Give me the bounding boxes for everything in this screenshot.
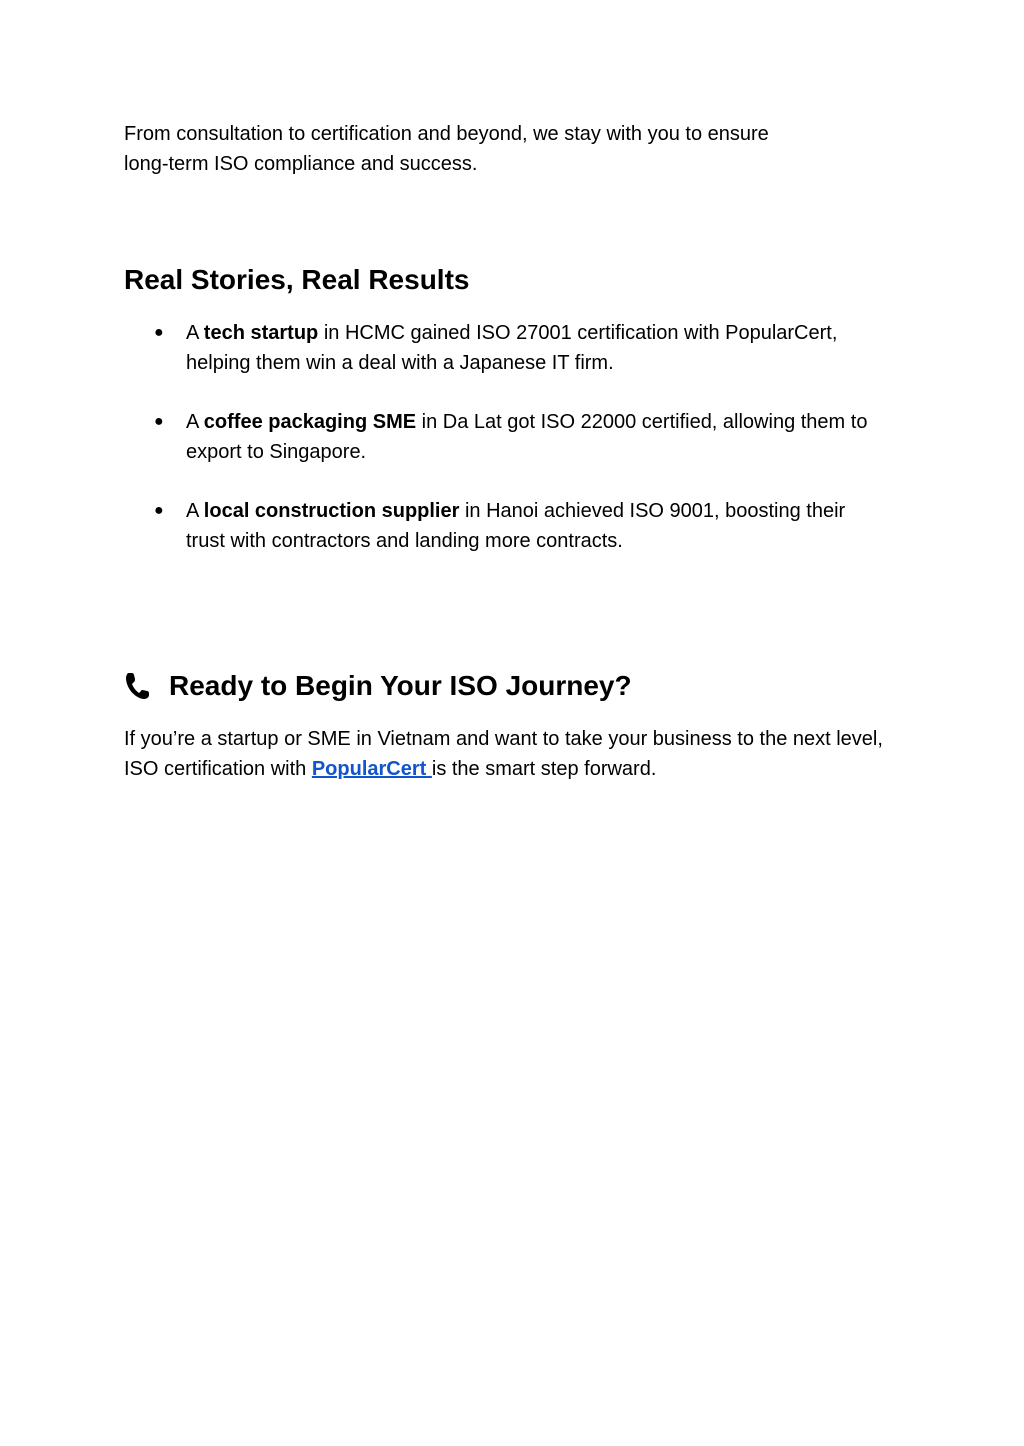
stories-list	[124, 318, 884, 585]
story-subject: local construction supplier	[203, 500, 460, 522]
story-subject: coffee packaging SME	[203, 411, 417, 433]
story-prefix: A	[186, 322, 204, 344]
list-item	[124, 318, 884, 378]
bullet-icon: ●	[154, 413, 164, 430]
cta-heading-row	[124, 669, 632, 703]
bullet-icon: ●	[154, 324, 164, 341]
cta-paragraph	[124, 724, 884, 784]
story-text: in Da Lat got ISO 22000 certified, allowing them to export to Singapore.	[186, 411, 868, 463]
stories-heading: Real Stories, Real Results	[124, 264, 470, 295]
story-text: in HCMC gained ISO 27001 certification with PopularCert, helping them win a deal with a Japanese IT firm.	[186, 322, 838, 374]
cta-heading: Ready to Begin Your ISO Journey?	[169, 670, 632, 701]
popularcert-link[interactable]: PopularCert	[311, 758, 432, 780]
story-subject: tech startup	[203, 322, 319, 344]
intro-line-1: From consultation to certification and beyond, we stay with you to ensure	[124, 123, 769, 145]
story-text: in Hanoi achieved ISO 9001, boosting their trust with contractors and landing more contracts.	[186, 500, 846, 552]
cta-text-before: If you’re a startup or SME in Vietnam and want to take your business to the next level, ISO certification with	[124, 728, 883, 780]
list-item	[124, 496, 884, 556]
list-item	[124, 407, 884, 467]
phone-icon	[124, 671, 152, 701]
bullet-icon: ●	[154, 502, 164, 519]
cta-text-after: is the smart step forward.	[431, 758, 657, 780]
intro-line-2: long-term ISO compliance and success.	[124, 153, 478, 175]
story-prefix: A	[186, 500, 204, 522]
story-prefix: A	[186, 411, 204, 433]
intro-paragraph	[124, 119, 884, 179]
